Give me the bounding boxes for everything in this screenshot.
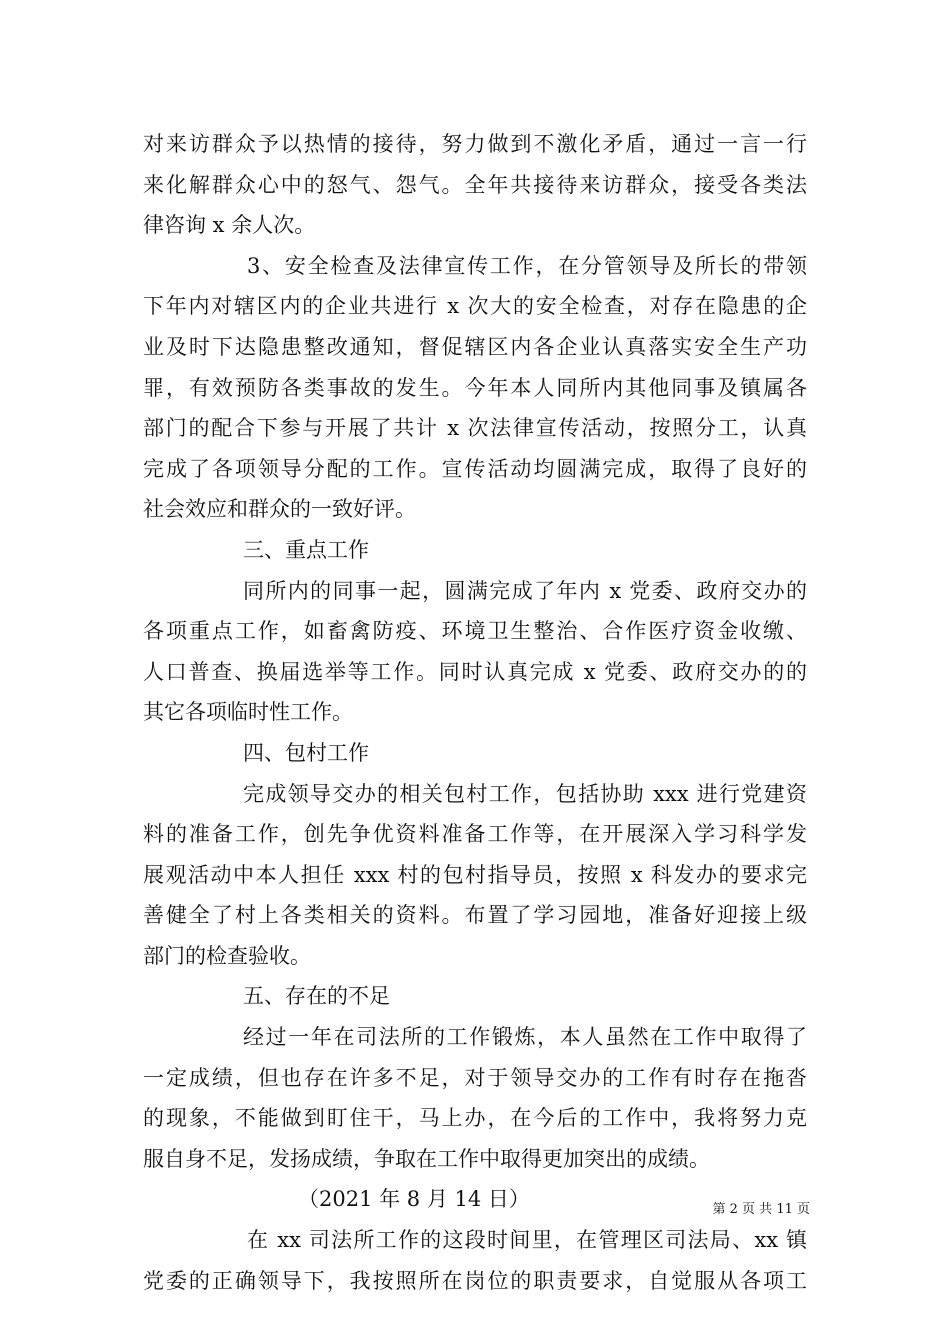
- text-line: 在 xx 司法所工作的这段时间里，在管理区司法局、xx 镇: [247, 1228, 807, 1253]
- text-line: 经过一年在司法所的工作锻炼，本人虽然在工作中取得了: [243, 1025, 807, 1050]
- text-line: 完成了各项领导分配的工作。宣传活动均圆满完成，取得了良好的: [143, 456, 807, 481]
- text-line: 部门的配合下参与开展了共计 x 次法律宣传活动，按照分工，认真: [143, 416, 807, 441]
- text-line: 社会效应和群众的一致好评。: [143, 497, 416, 522]
- page-indicator: 第 2 页 共 11 页: [712, 1202, 810, 1217]
- text-line: 一定成绩，但也存在许多不足，对于领导交办的工作有时存在拖沓: [143, 1065, 807, 1090]
- text-line: 其它各项临时性工作。: [143, 700, 353, 725]
- text-line: 来化解群众心中的怒气、怨气。全年共接待来访群众，接受各类法: [143, 172, 807, 197]
- text-line: 人口普查、换届选举等工作。同时认真完成 x 党委、政府交办的的: [143, 659, 807, 684]
- text-line: 料的准备工作，创先争优资料准备工作等，在开展深入学习科学发: [143, 822, 807, 847]
- text-line: 3、安全检查及法律宣传工作，在分管领导及所长的带领: [247, 253, 807, 278]
- text-line: 各项重点工作，如畜禽防疫、环境卫生整治、合作医疗资金收缴、: [143, 619, 807, 644]
- section-heading: 三、重点工作: [243, 537, 369, 562]
- text-line: 展观活动中本人担任 xxx 村的包村指导员，按照 x 科发办的要求完: [143, 862, 807, 887]
- text-line: 律咨询 x 余人次。: [143, 213, 316, 238]
- text-line: 服自身不足，发扬成绩，争取在工作中取得更加突出的成绩。: [143, 1146, 710, 1171]
- text-line: 同所内的同事一起，圆满完成了年内 x 党委、政府交办的: [243, 578, 807, 603]
- text-line: 党委的正确领导下，我按照所在岗位的职责要求，自觉服从各项工: [143, 1268, 807, 1293]
- text-line: 业及时下达隐患整改通知，督促辖区内各企业认真落实安全生产功: [143, 334, 807, 359]
- date-line: （2021 年 8 月 14 日）: [298, 1187, 530, 1212]
- section-heading: 五、存在的不足: [243, 984, 390, 1009]
- text-line: 的现象，不能做到盯住干，马上办，在今后的工作中，我将努力克: [143, 1106, 807, 1131]
- text-line: 罪，有效预防各类事故的发生。今年本人同所内其他同事及镇属各: [143, 375, 807, 400]
- text-line: 下年内对辖区内的企业共进行 x 次大的安全检查，对存在隐患的企: [143, 294, 807, 319]
- text-line: 对来访群众予以热情的接待，努力做到不激化矛盾，通过一言一行: [143, 132, 807, 156]
- text-line: 部门的检查验收。: [143, 943, 311, 968]
- section-heading: 四、包村工作: [243, 740, 369, 765]
- text-line: 完成领导交办的相关包村工作，包括协助 xxx 进行党建资: [243, 781, 807, 806]
- text-line: 善健全了村上各类相关的资料。布置了学习园地，准备好迎接上级: [143, 903, 807, 928]
- document-body: [143, 124, 807, 1301]
